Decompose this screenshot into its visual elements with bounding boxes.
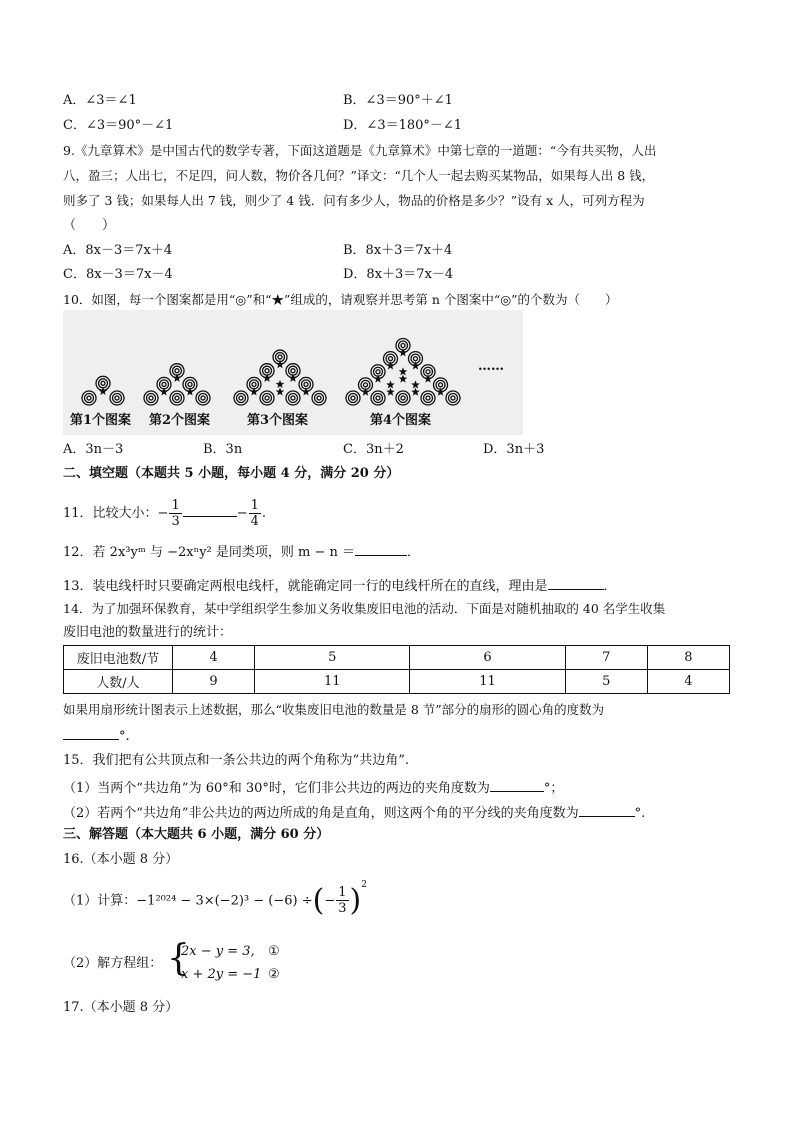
q14-end: °. [119, 729, 130, 744]
table-cell: 4 [173, 646, 255, 670]
q11 [63, 497, 266, 531]
q9-line-1: 9.《九章算术》是中国古代的数学专著，下面这道题是《九章算术》中第七章的一道题：“今有共买物，人出 [63, 143, 657, 158]
table-cell: 4 [647, 670, 729, 694]
q16-sub-1-expression: −1²⁰²⁴ − 3×(−2)³ − (−6) ÷ [136, 893, 313, 909]
q9-option-b: B．8x＋3＝7x＋4 [343, 243, 453, 258]
q16-sub-2-prefix: （2）解方程组： [63, 956, 163, 971]
q9-answer-paren: （ ） [63, 218, 116, 233]
q15-sub-2 [63, 802, 645, 823]
table-row-header: 废旧电池数/节 [64, 646, 173, 670]
right-paren: ) [349, 882, 362, 918]
q11-fraction-1 [169, 498, 181, 529]
q11-end: . [261, 506, 267, 521]
minus-sign: − [324, 893, 336, 909]
q12-end: ． [407, 545, 421, 560]
section-2-heading: 二、填空题（本题共 5 小题，每小题 4 分，满分 20 分） [63, 466, 400, 481]
q13 [63, 575, 617, 596]
q15-sub-1-blank[interactable] [490, 777, 544, 792]
q11-den-2: 4 [250, 514, 259, 529]
pattern-caption-4: 第4个图案 [370, 413, 432, 428]
table-cell: 5 [565, 670, 647, 694]
q11-num-2: 1 [250, 498, 259, 513]
table-row [64, 670, 730, 694]
table-cell: 11 [255, 670, 410, 694]
q15-sub-2-blank[interactable] [579, 802, 635, 817]
q11-prefix: 11．比较大小：− [63, 506, 169, 521]
q16-mark-2: ② [268, 967, 280, 982]
pattern-caption-1: 第1个图案 [70, 413, 132, 428]
q16-frac-num: 1 [338, 885, 347, 901]
q16-sub-1 [63, 872, 367, 922]
q16-equation-2: x + 2y = −1 [181, 967, 262, 982]
q11-minus: − [236, 506, 248, 521]
q16-sub-1-prefix: （1）计算： [63, 893, 137, 909]
q8-option-b: B．∠3＝90°＋∠1 [343, 93, 453, 108]
q16-mark-1: ① [268, 944, 280, 959]
q16-frac-den: 3 [338, 901, 347, 917]
pattern-ellipsis: …… [478, 359, 504, 374]
q10-stem: 10．如图，每一个图案都是用“◎”和“★”组成的，请观察并思考第 n 个图案中“◎”的个数为（ ） [63, 292, 618, 307]
q11-num-1: 1 [171, 498, 180, 513]
q15-sub-2-text: （2）若两个“共边角”非公共边的两边所成的角是直角，则这两个角的平分线的夹角度数为 [63, 806, 579, 821]
q15-sub-1-end: °； [543, 781, 564, 796]
q15-sub-1-text: （1）当两个“共边角”为 60°和 30°时，它们非公共边的两边的夹角度数为 [63, 781, 490, 796]
q13-text: 13．装电线杆时只要确定两根电线杆，就能确定同一行的电线杆所在的直线，理由是 [63, 579, 548, 594]
q15-sub-1 [63, 777, 563, 798]
table-cell: 11 [410, 670, 565, 694]
q10-option-c: C．3n＋2 [343, 442, 404, 457]
battery-data-table [63, 645, 730, 694]
system-brace: { [167, 938, 190, 979]
q13-answer-blank[interactable] [548, 575, 604, 590]
q9-option-d: D．8x＋3＝7x－4 [343, 267, 454, 282]
q16-fraction [336, 885, 348, 916]
q12-answer-blank[interactable] [355, 541, 407, 556]
q10-option-a: A．3n－3 [63, 442, 124, 457]
q9-line-3: 则多了 3 钱；如果每人出 7 钱，则少了 4 钱．问有多少人，物品的价格是多少？”设有 x 人，可列方程为 [63, 193, 645, 208]
q16-equation-1: 2x − y = 3, [181, 944, 255, 959]
table-row-header: 人数/人 [64, 670, 173, 694]
q15-sub-2-end: °. [634, 806, 646, 821]
q14-line-2: 废旧电池的数量进行的统计： [63, 625, 233, 640]
pattern-caption-3: 第3个图案 [247, 413, 309, 428]
q14-line-3: 如果用扇形统计图表示上述数据，那么“收集废旧电池的数量是 8 节”部分的扇形的圆心角的度数为 [63, 702, 605, 717]
q16-title: 16.（本小题 8 分） [63, 852, 179, 867]
q9-option-c: C．8x－3＝7x－4 [63, 267, 173, 282]
table-row [64, 646, 730, 670]
q14-answer-blank[interactable] [63, 725, 119, 740]
q14-line-1: 14．为了加强环保教育，某中学组织学生参加义务收集废旧电池的活动．下面是对随机抽取的 40 名学生收集 [63, 601, 666, 616]
q8-option-d: D．∠3＝180°－∠1 [343, 118, 463, 133]
table-cell: 7 [565, 646, 647, 670]
table-cell: 8 [647, 646, 729, 670]
q9-line-2: 八，盈三；人出七，不足四，问人数，物价各几何？”译文：“几个人一起去购买某物品，如果每人出 8 钱， [63, 168, 655, 183]
q8-option-a: A．∠3＝∠1 [63, 93, 137, 108]
q14-line-4 [63, 725, 130, 746]
q11-fraction-2 [249, 498, 261, 529]
left-paren: ( [312, 882, 325, 918]
q17-title: 17.（本小题 8 分） [63, 1000, 179, 1015]
q11-answer-blank[interactable] [183, 502, 237, 517]
section-3-heading: 三、解答题（本大题共 6 小题，满分 60 分） [63, 827, 330, 842]
q15-line-1: 15．我们把有公共顶点和一条公共边的两个角称为“共边角”. [63, 753, 409, 768]
q11-den-1: 3 [171, 514, 180, 529]
q8-option-c: C．∠3＝90°－∠1 [63, 118, 174, 133]
table-cell: 9 [173, 670, 255, 694]
q16-exponent: 2 [361, 880, 367, 890]
q12 [63, 541, 420, 562]
table-cell: 6 [410, 646, 565, 670]
q10-option-d: D．3n＋3 [483, 442, 545, 457]
q12-text: 12．若 2x³yᵐ 与 −2xⁿy² 是同类项，则 m − n ＝ [63, 545, 355, 560]
pattern-caption-2: 第2个图案 [149, 413, 211, 428]
q10-option-b: B．3n [203, 442, 243, 457]
table-cell: 5 [255, 646, 410, 670]
q9-option-a: A．8x－3＝7x＋4 [63, 243, 173, 258]
q13-end: ． [603, 579, 617, 594]
